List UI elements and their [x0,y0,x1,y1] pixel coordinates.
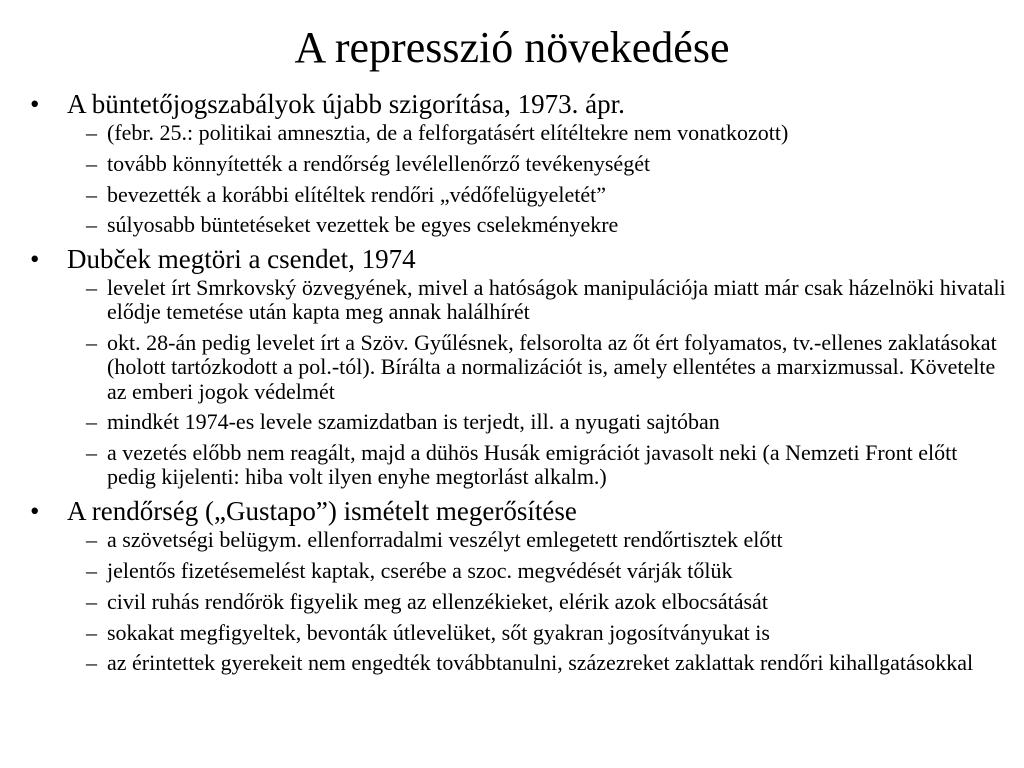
bullet-text: A büntetőjogszabályok újabb szigorítása, 1973. ápr. [67,89,625,119]
sub-bullet-text: bevezették a korábbi elítéltek rendőri „védőfelügyeletét” [107,181,607,207]
sub-bullet [26,152,1006,176]
sub-bullet-text: mindkét 1974-es levele szamizdatban is terjedt, ill. a nyugati sajtóban [107,409,720,435]
sub-bullet [26,528,1006,552]
bullet-marker: • [30,496,40,527]
sub-bullet-text: civil ruhás rendőrök figyelik meg az ellenzékieket, elérik azok elbocsátását [107,588,768,614]
sub-bullet [26,559,1006,583]
sub-bullet-text: (febr. 25.: politikai amnesztia, de a felforgatásért elítéltekre nem vonatkozott) [107,120,789,145]
sub-bullet-list [30,276,1010,489]
dash-marker: – [86,120,97,145]
dash-marker: – [86,557,97,583]
sub-bullet-text: az érintettek gyerekeit nem engedték továbbtanulni, százezreket zaklattak rendőri kihallgatásokkal [107,650,974,676]
sub-bullet-text: sokakat megfigyeltek, bevonták útlevelüket, sőt gyakran jogosítványukat is [107,619,770,645]
dash-marker: – [86,181,97,207]
slide-content [30,89,1010,682]
dash-marker: – [86,212,97,238]
bullet-text: Dubček megtöri a csendet, 1974 [67,244,416,275]
sub-bullet [26,441,1006,489]
bullet-point [30,496,1010,527]
dash-marker: – [86,527,97,553]
sub-bullet-text: jelentős fizetésemelést kaptak, cserébe a szoc. megvédését várják tőlük [107,557,733,583]
bullet-point [30,244,1010,275]
dash-marker: – [86,275,97,301]
dash-marker: – [86,440,97,466]
sub-bullet-list [30,121,1010,238]
sub-bullet [26,651,1006,675]
sub-bullet [26,213,1006,237]
sub-bullet [26,121,1006,145]
sub-bullet-text: a vezetés előbb nem reagált, majd a dühös Husák emigrációt javasolt neki (a Nemzeti Front előtt pedig kijelenti: hiba volt ilyen enyhe megtorlást alkalm.) [107,440,958,490]
bullet-point [30,89,1010,120]
sub-bullet [26,276,1006,324]
sub-bullet [26,590,1006,614]
sub-bullet-text: levelet írt Smrkovský özvegyének, mivel a hatóságok manipulációja miatt már csak házelnöki hivatali elődje temetése után kapta meg annak halálhírét [107,275,1006,325]
sub-bullet-list [30,528,1010,675]
dash-marker: – [86,150,97,176]
sub-bullet-text: okt. 28-án pedig levelet írt a Szöv. Gyűlésnek, felsorolta az őt ért folyamatos, tv.-ellenes zaklatásokat (holott tartózkodott a pol.-tól). Bírálta a normalizációt is, amely ellentétes a marxizmussal. Követelte az emberi jogok védelmét [107,330,997,404]
bullet-marker: • [30,89,40,119]
sub-bullet-text: tovább könnyítették a rendőrség levélellenőrző tevékenységét [107,150,651,176]
dash-marker: – [86,330,97,356]
slide-title: A represszió növekedése [294,23,730,72]
sub-bullet-text: súlyosabb büntetéseket vezettek be egyes cselekményekre [107,212,619,238]
bullet-text: A rendőrség („Gustapo”) ismételt megerősítése [67,496,577,527]
sub-bullet [26,331,1006,404]
dash-marker: – [86,619,97,645]
bullet-marker: • [30,244,40,275]
dash-marker: – [86,588,97,614]
sub-bullet [26,183,1006,207]
sub-bullet [26,410,1006,434]
dash-marker: – [86,650,97,676]
sub-bullet-text: a szövetségi belügym. ellenforradalmi veszélyt emlegetett rendőrtisztek előtt [107,527,783,553]
sub-bullet [26,621,1006,645]
dash-marker: – [86,409,97,435]
